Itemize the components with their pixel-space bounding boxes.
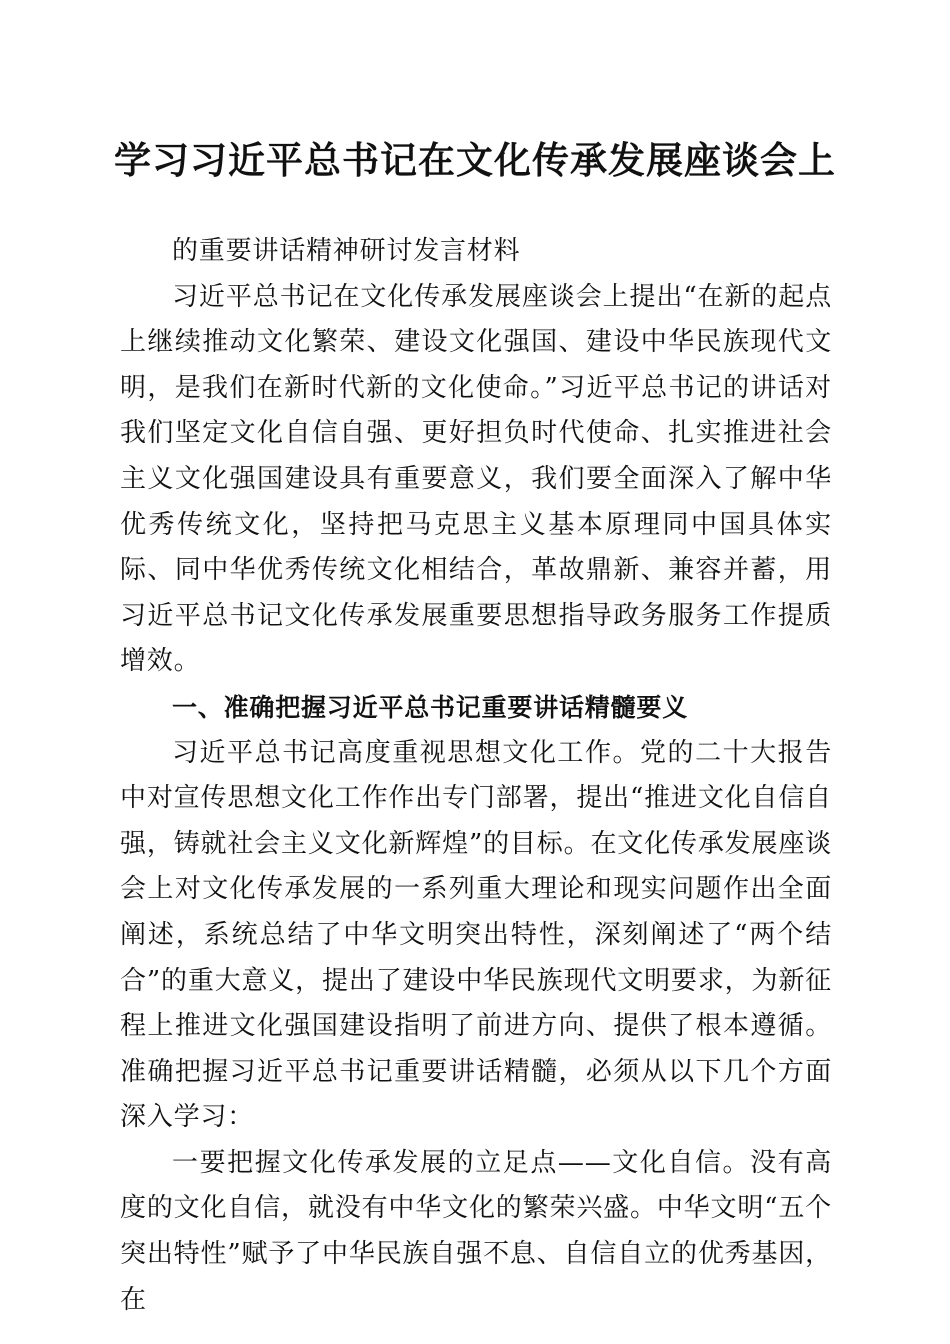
document-body bbox=[120, 229, 832, 1323]
section-paragraph: 一要把握文化传承发展的立足点——文化自信。没有高度的文化自信，就没有中华文化的繁荣兴盛。中华文明“五个突出特性”赋予了中华民族自强不息、自信自立的优秀基因，在 bbox=[120, 1147, 832, 1315]
document-subtitle: 的重要讲话精神研讨发言材料 bbox=[172, 236, 521, 266]
intro-paragraph: 习近平总书记在文化传承发展座谈会上提出“在新的起点上继续推动文化繁荣、建设文化强国、建设中华民族现代文明，是我们在新时代新的文化使命。”习近平总书记的讲话对我们坚定文化自信自强、更好担负时代使命、扎实推进社会主义文化强国建设具有重要意义，我们要全面深入了解中华优秀传统文化，坚持把马克思主义基本原理同中国具体实际、同中华优秀传统文化相结合，革故鼎新、兼容并蓄，用习近平总书记文化传承发展重要思想指导政务服务工作提质增效。 bbox=[120, 281, 832, 677]
section-heading: 一、准确把握习近平总书记重要讲话精髓要义 bbox=[172, 692, 689, 722]
document-title: 学习习近平总书记在文化传承发展座谈会上 bbox=[114, 138, 836, 182]
section-paragraph: 习近平总书记高度重视思想文化工作。党的二十大报告中对宣传思想文化工作作出专门部署，提出“推进文化自信自强，铸就社会主义文化新辉煌”的目标。在文化传承发展座谈会上对文化传承发展的一系列重大理论和现实问题作出全面阐述，系统总结了中华文明突出特性，深刻阐述了“两个结合”的重大意义，提出了建设中华民族现代文明要求，为新征程上推进文化强国建设指明了前进方向、提供了根本遵循。准确把握习近平总书记重要讲话精髓，必须从以下几个方面深入学习： bbox=[120, 737, 832, 1133]
